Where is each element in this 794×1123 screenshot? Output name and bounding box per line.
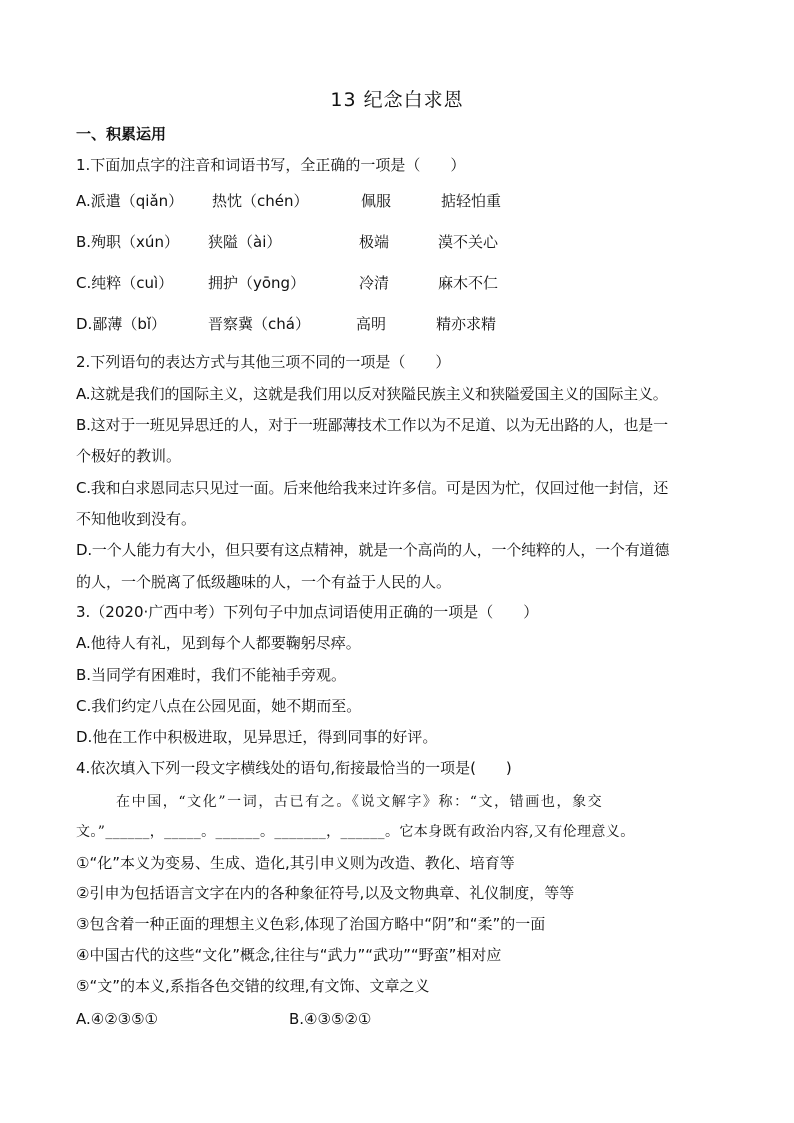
- section-title: 一、积累运用: [76, 125, 167, 143]
- question-2-line: 不知他收到没有。: [76, 510, 197, 528]
- option-a-word-1: A.派遣（qiǎn）: [76, 192, 184, 210]
- option-a-word-4: 掂轻怕重: [441, 192, 502, 210]
- question-2-line: A.这就是我们的国际主义，这就是我们用以反对狭隘民族主义和狭隘爱国主义的国际主义。: [76, 385, 668, 403]
- question-1-option-d: [76, 314, 716, 334]
- question-4-choices: [76, 1009, 576, 1029]
- question-4-passage: 在中国，“文化”一词，古已有之。《说文解字》称：“文，错画也，象交: [116, 794, 604, 810]
- option-c-word-2: 拥护（yōng）: [208, 274, 306, 292]
- question-2-line: C.我和白求恩同志只见过一面。后来他给我来过许多信。可是因为忙，仅回过他一封信，还: [76, 479, 669, 497]
- option-c-word-3: 冷清: [359, 274, 390, 292]
- question-4-choice-b: B.④③⑤②①: [289, 1010, 372, 1028]
- option-b-word-4: 漠不关心: [438, 233, 499, 251]
- question-3-option: B.当同学有困难时，我们不能袖手旁观。: [76, 666, 347, 684]
- question-2-line: D.一个人能力有大小，但只要有这点精神，就是一个高尚的人，一个纯粹的人，一个有道德: [76, 541, 670, 559]
- option-a-word-2: 热忱（chén）: [212, 192, 309, 210]
- question-2-stem: 2.下列语句的表达方式与其他三项不同的一项是（ ）: [76, 353, 451, 371]
- option-d-word-2: 晋察冀（chá）: [208, 315, 310, 333]
- question-3-option: A.他待人有礼，见到每个人都要鞠躬尽瘁。: [76, 634, 361, 652]
- question-2-line: 个极好的教训。: [76, 447, 182, 465]
- option-c-word-4: 麻木不仁: [438, 274, 499, 292]
- question-4-item: ④中国古代的这些“文化”概念,往往与“武力”“武功”“野蛮”相对应: [76, 946, 502, 964]
- option-d-word-3: 高明: [356, 315, 387, 333]
- question-2-line: 的人，一个脱离了低级趣味的人，一个有益于人民的人。: [76, 573, 452, 591]
- question-4-item: ③包含着一种正面的理想主义色彩,体现了治国方略中“阴”和“柔”的一面: [76, 915, 546, 933]
- question-4-stem: 4.依次填入下列一段文字横线处的语句,衔接最恰当的一项是( ): [76, 759, 512, 777]
- question-4-item: ⑤“文”的本义,系指各色交错的纹理,有文饰、文章之义: [76, 977, 430, 995]
- option-b-word-1: B.殉职（xún）: [76, 233, 179, 251]
- question-3-option: D.他在工作中积极进取，见异思迁，得到同事的好评。: [76, 728, 438, 746]
- option-b-word-3: 极端: [359, 233, 390, 251]
- question-3-stem: 3.（2020·广西中考）下列句子中加点词语使用正确的一项是（ ）: [76, 603, 539, 621]
- question-1-option-c: [76, 273, 716, 293]
- option-d-word-4: 精亦求精: [436, 315, 497, 333]
- question-1-option-a: [76, 191, 716, 211]
- option-a-word-3: 佩服: [361, 192, 392, 210]
- option-c-word-1: C.纯粹（cuì）: [76, 274, 174, 292]
- question-1-option-b: [76, 232, 716, 252]
- question-3-option: C.我们约定八点在公园见面，她不期而至。: [76, 697, 362, 715]
- question-4-item: ①“化”本义为变易、生成、造化,其引申义则为改造、教化、培育等: [76, 854, 515, 872]
- page-title: 13 纪念白求恩: [330, 89, 464, 111]
- question-4-item: ②引申为包括语言文字在内的各种象征符号,以及文物典章、礼仪制度，等等: [76, 884, 575, 902]
- question-2-line: B.这对于一班见异思迁的人，对于一班鄙薄技术工作以为不足道、以为无出路的人，也是一: [76, 416, 668, 434]
- option-d-word-1: D.鄙薄（bǐ）: [76, 315, 167, 333]
- question-1-stem: 1.下面加点字的注音和词语书写，全正确的一项是（ ）: [76, 156, 466, 174]
- question-4-choice-a: A.④②③⑤①: [76, 1010, 159, 1028]
- option-b-word-2: 狭隘（ài）: [208, 233, 282, 251]
- question-4-passage: 文。”______，_____。______。_______，______。它本身既有政治内容,又有伦理意义。: [76, 824, 635, 840]
